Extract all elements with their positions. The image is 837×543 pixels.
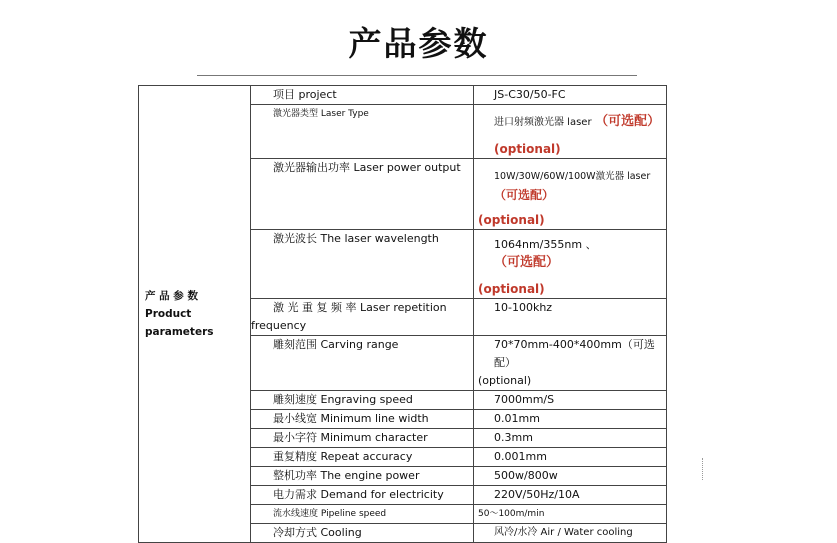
value-cell: 0.001mm	[474, 448, 667, 467]
value-text: 10W/30W/60W/100W激光器 laser	[494, 171, 651, 182]
group-label: 产 品 参 数 Product parameters	[139, 86, 251, 543]
item-cell: 重复精度 Repeat accuracy	[251, 448, 474, 467]
item-text: 激 光 重 复 频 率 Laser repetition	[273, 301, 447, 314]
item-cell: 激光器输出功率 Laser power output	[251, 159, 474, 230]
spec-table	[138, 85, 667, 543]
value-cell: 风冷/水冷 Air / Water cooling	[474, 524, 667, 543]
value-cell: 50～100m/min	[474, 505, 667, 524]
item-cell: 冷却方式 Cooling	[251, 524, 474, 543]
item-cell: 流水线速度 Pipeline speed	[251, 505, 474, 524]
optional-cn: （可选配）	[494, 188, 555, 202]
value-text: 进口射频激光器 laser	[494, 117, 592, 128]
value-cell	[474, 336, 667, 391]
value-cell: 500w/800w	[474, 467, 667, 486]
item-cell: 最小字符 Minimum character	[251, 429, 474, 448]
optional-cn: （可选配）	[494, 255, 560, 270]
page-title: 产品参数	[348, 24, 489, 63]
item-cell: 最小线宽 Minimum line width	[251, 410, 474, 429]
value-cell: JS-C30/50-FC	[474, 86, 667, 105]
value-cell: 7000mm/S	[474, 391, 667, 410]
item-cell: 整机功率 The engine power	[251, 467, 474, 486]
item-cell: 雕刻速度 Engraving speed	[251, 391, 474, 410]
value-text-cont: (optional)	[478, 374, 532, 387]
value-cell	[474, 105, 667, 159]
optional-cn: （可选配）	[595, 114, 661, 129]
value-cell	[474, 230, 667, 299]
item-cell	[251, 299, 474, 336]
item-cell: 雕刻范围 Carving range	[251, 336, 474, 391]
value-cell: 0.01mm	[474, 410, 667, 429]
item-cell: 电力需求 Demand for electricity	[251, 486, 474, 505]
item-text-cont: frequency	[251, 319, 307, 332]
value-cell	[474, 159, 667, 230]
table-row	[139, 86, 667, 105]
value-cell: 0.3mm	[474, 429, 667, 448]
optional-en: (optional)	[478, 282, 545, 296]
optional-en: (optional)	[494, 142, 561, 156]
margin-mark	[702, 458, 704, 480]
optional-en: (optional)	[478, 213, 545, 227]
value-cell: 10-100khz	[474, 299, 667, 336]
title-divider	[197, 75, 637, 76]
item-cell: 激光波长 The laser wavelength	[251, 230, 474, 299]
value-text: 70*70mm-400*400mm（可选配）	[494, 338, 655, 369]
item-cell: 项目 project	[251, 86, 474, 105]
value-cell: 220V/50Hz/10A	[474, 486, 667, 505]
value-text: 1064nm/355nm 、	[494, 238, 597, 251]
item-cell: 激光器类型 Laser Type	[251, 105, 474, 159]
